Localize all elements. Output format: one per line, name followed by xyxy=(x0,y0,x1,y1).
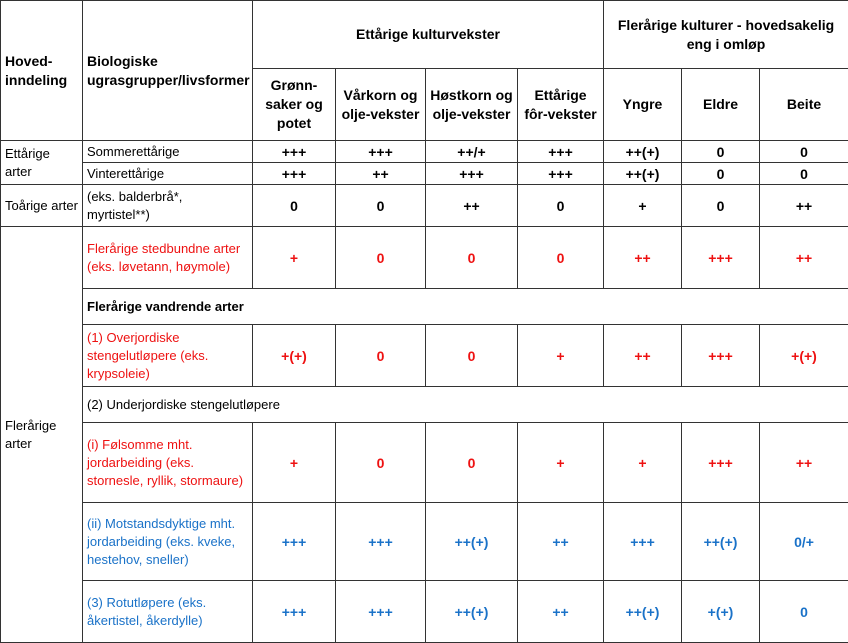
cell-value: +++ xyxy=(253,503,336,581)
row-label: (eks. balderbrå*, myrtistel**) xyxy=(83,185,253,227)
cell-value: 0 xyxy=(518,227,604,289)
cell-value: + xyxy=(253,423,336,503)
group-flerarige: Flerårige arter xyxy=(1,227,83,643)
row-label: (ii) Motstandsdyktige mht. jordarbeiding (eks. kveke, hestehov, sneller) xyxy=(83,503,253,581)
group-toarige: Toårige arter xyxy=(1,185,83,227)
header-row-1 xyxy=(1,1,848,69)
cell-value: ++ xyxy=(760,227,848,289)
section-label: Flerårige vandrende arter xyxy=(83,289,848,325)
header-sub-beite: Beite xyxy=(760,69,848,141)
row-folsomme xyxy=(1,423,848,503)
cell-value: +++ xyxy=(682,423,760,503)
cell-value: +++ xyxy=(518,141,604,163)
cell-value: +++ xyxy=(253,141,336,163)
header-sub-forvekster: Ettårige fôr-vekster xyxy=(518,69,604,141)
cell-value: +(+) xyxy=(682,581,760,643)
cell-value: 0 xyxy=(336,423,426,503)
row-label: (i) Følsomme mht. jordarbeiding (eks. stornesle, ryllik, stormaure) xyxy=(83,423,253,503)
cell-value: +++ xyxy=(518,163,604,185)
row-label: Flerårige stedbundne arter (eks. løvetann, høymole) xyxy=(83,227,253,289)
cell-value: 0 xyxy=(682,185,760,227)
cell-value: ++(+) xyxy=(426,581,518,643)
row-toarige xyxy=(1,185,848,227)
row-motstand xyxy=(1,503,848,581)
cell-value: +++ xyxy=(426,163,518,185)
header-sub-gronnsaker: Grønn-saker og potet xyxy=(253,69,336,141)
cell-value: 0 xyxy=(336,227,426,289)
cell-value: ++ xyxy=(518,581,604,643)
cell-value: 0 xyxy=(426,325,518,387)
section-label: (2) Underjordiske stengelutløpere xyxy=(83,387,848,423)
group-ettarige: Ettårige arter xyxy=(1,141,83,185)
cell-value: +++ xyxy=(253,581,336,643)
cell-value: ++(+) xyxy=(682,503,760,581)
cell-value: ++(+) xyxy=(426,503,518,581)
cell-value: + xyxy=(518,423,604,503)
cell-value: ++(+) xyxy=(604,163,682,185)
cell-value: 0 xyxy=(760,141,848,163)
cell-value: +(+) xyxy=(253,325,336,387)
cell-value: ++/+ xyxy=(426,141,518,163)
cell-value: +++ xyxy=(682,227,760,289)
header-sub-yngre: Yngre xyxy=(604,69,682,141)
row-label: Sommerettårige xyxy=(83,141,253,163)
cell-value: 0 xyxy=(426,423,518,503)
cell-value: ++ xyxy=(604,227,682,289)
cell-value: ++(+) xyxy=(604,581,682,643)
row-sommer xyxy=(1,141,848,163)
cell-value: 0 xyxy=(336,325,426,387)
cell-value: +++ xyxy=(336,581,426,643)
cell-value: 0 xyxy=(682,163,760,185)
cell-value: ++ xyxy=(760,423,848,503)
header-hovedinndeling: Hoved-inndeling xyxy=(1,1,83,141)
cell-value: ++ xyxy=(426,185,518,227)
cell-value: ++ xyxy=(518,503,604,581)
cell-value: + xyxy=(604,185,682,227)
cell-value: 0 xyxy=(518,185,604,227)
cell-value: 0 xyxy=(336,185,426,227)
cell-value: + xyxy=(604,423,682,503)
row-stedbundne xyxy=(1,227,848,289)
cell-value: +++ xyxy=(336,503,426,581)
header-grupper: Biologiske ugrasgrupper/livsformer xyxy=(83,1,253,141)
cell-value: +++ xyxy=(336,141,426,163)
header-sub-hostkorn: Høstkorn og olje-vekster xyxy=(426,69,518,141)
row-vinter xyxy=(1,163,848,185)
header-flerarige: Flerårige kulturer - hovedsakelig eng i omløp xyxy=(604,1,848,69)
row-vandrende xyxy=(1,289,848,325)
cell-value: + xyxy=(518,325,604,387)
cell-value: +(+) xyxy=(760,325,848,387)
row-underjordiske xyxy=(1,387,848,423)
cell-value: + xyxy=(253,227,336,289)
cell-value: ++ xyxy=(604,325,682,387)
header-sub-eldre: Eldre xyxy=(682,69,760,141)
cell-value: +++ xyxy=(253,163,336,185)
row-label: (3) Rotutløpere (eks. åkertistel, åkerdylle) xyxy=(83,581,253,643)
row-overjordiske xyxy=(1,325,848,387)
row-rotutlopere xyxy=(1,581,848,643)
cell-value: ++ xyxy=(336,163,426,185)
header-sub-varkorn: Vårkorn og olje-vekster xyxy=(336,69,426,141)
row-label: (1) Overjordiske stengelutløpere (eks. krypsoleie) xyxy=(83,325,253,387)
header-ettarige: Ettårige kulturvekster xyxy=(253,1,604,69)
cell-value: 0/+ xyxy=(760,503,848,581)
cell-value: ++(+) xyxy=(604,141,682,163)
cell-value: 0 xyxy=(426,227,518,289)
cell-value: 0 xyxy=(682,141,760,163)
cell-value: 0 xyxy=(253,185,336,227)
cell-value: +++ xyxy=(604,503,682,581)
cell-value: 0 xyxy=(760,581,848,643)
cell-value: 0 xyxy=(760,163,848,185)
cell-value: +++ xyxy=(682,325,760,387)
row-label: Vinterettårige xyxy=(83,163,253,185)
cell-value: ++ xyxy=(760,185,848,227)
